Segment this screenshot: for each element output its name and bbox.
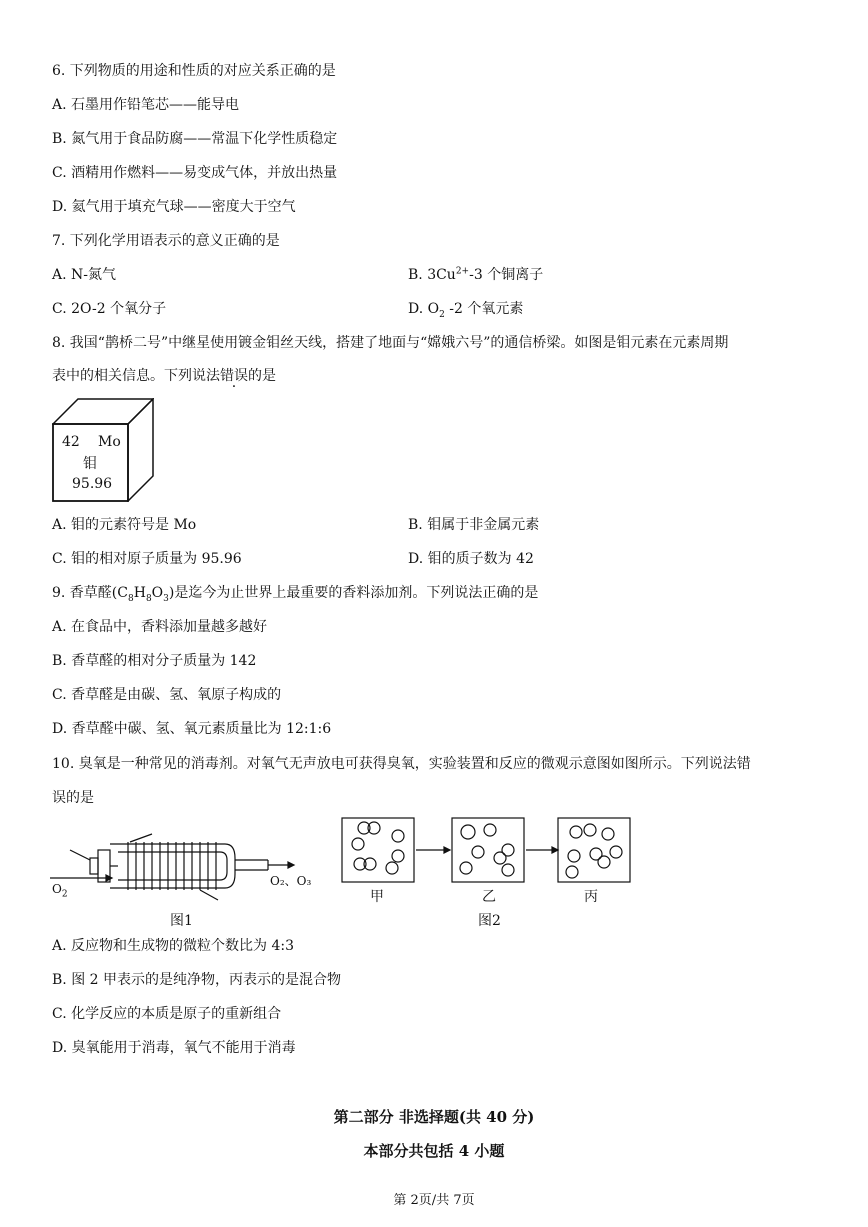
emphasis-word: 错误	[220, 368, 248, 384]
q7-option-c: C. 2O-2 个氧分子	[52, 301, 167, 317]
q10-option-d: D. 臭氧能用于消毒，氧气不能用于消毒	[52, 1040, 296, 1056]
box-label-jia: 甲	[370, 889, 384, 905]
page-footer: 第 2页/共 7页	[393, 1193, 475, 1208]
q7-stem: 7. 下列化学用语表示的意义正确的是	[52, 233, 280, 249]
q10-stem-line2: 误的是	[52, 790, 94, 806]
q8-stem-line1: 8. 我国“鹊桥二号”中继星使用镀金钼丝天线，搭建了地面与“嫦娥六号”的通信桥梁。如图是钼元素在元素周期	[52, 335, 729, 351]
atomic-mass: 95.96	[72, 476, 113, 492]
q9-option-c: C. 香草醛是由碳、氢、氧原子构成的	[52, 687, 282, 703]
ozone-generator-figure	[50, 830, 340, 929]
q6-option-b: B. 氮气用于食品防腐——常温下化学性质稳定	[52, 131, 338, 147]
q6-stem: 6. 下列物质的用途和性质的对应关系正确的是	[52, 63, 336, 79]
part2-subtitle: 本部分共包括 4 小题	[363, 1142, 505, 1160]
q10-option-c: C. 化学反应的本质是原子的重新组合	[52, 1006, 282, 1022]
q7-option-d: D. $O_2$ -2 个氧元素	[408, 301, 524, 320]
q9-option-d: D. 香草醛中碳、氢、氧元素质量比为 12:1:6	[52, 721, 332, 737]
outlet-label: O₂、O₃	[270, 874, 312, 888]
q6-option-c: C. 酒精用作燃料——易变成气体，并放出热量	[52, 165, 338, 181]
q8-stem-line2: 表中的相关信息。下列说法错误的是	[52, 368, 276, 384]
element-name: 钼	[83, 456, 97, 472]
figure1-caption: 图1	[170, 913, 193, 929]
inlet-label: $O_2$	[52, 882, 68, 900]
q10-stem-line1: 10. 臭氧是一种常见的消毒剂。对氧气无声放电可获得臭氧，实验装置和反应的微观示意图如图所示。下列说法错	[52, 756, 751, 772]
apparatus-drawing	[50, 830, 340, 910]
q8-option-c: C. 钼的相对原子质量为 95.96	[52, 551, 242, 567]
atomic-number: 42	[62, 434, 80, 450]
element-cell-molybdenum	[52, 398, 154, 502]
box-label-bing: 丙	[584, 889, 598, 905]
q9-option-b: B. 香草醛的相对分子质量为 142	[52, 653, 257, 669]
q7-option-b: B. $3Cu^{2+}-3$ 个铜离子	[408, 266, 544, 283]
part2-title: 第二部分 非选择题(共 40 分)	[333, 1108, 535, 1126]
q10-option-a: A. 反应物和生成物的微粒个数比为 4:3	[52, 938, 294, 954]
q9-option-a: A. 在食品中，香料添加量越多越好	[52, 619, 268, 635]
figure2-caption: 图2	[478, 913, 501, 929]
element-symbol: Mo	[98, 434, 121, 450]
q7-option-a: A. N-氮气	[52, 267, 116, 283]
q6-option-d: D. 氦气用于填充气球——密度大于空气	[52, 199, 296, 215]
q9-stem: 9. 香草醛$(C_8H_8O_3)$是迄今为止世界上最重要的香料添加剂。下列说法正确的是	[52, 585, 539, 604]
q8-option-b: B. 钼属于非金属元素	[408, 517, 540, 533]
particle-diagram	[340, 814, 640, 929]
q10-option-b: B. 图 2 甲表示的是纯净物，丙表示的是混合物	[52, 972, 341, 988]
box-label-yi: 乙	[482, 889, 496, 905]
q6-option-a: A. 石墨用作铅笔芯——能导电	[52, 97, 240, 113]
q8-option-a: A. 钼的元素符号是 Mo	[52, 517, 197, 533]
q8-option-d: D. 钼的质子数为 42	[408, 551, 534, 567]
